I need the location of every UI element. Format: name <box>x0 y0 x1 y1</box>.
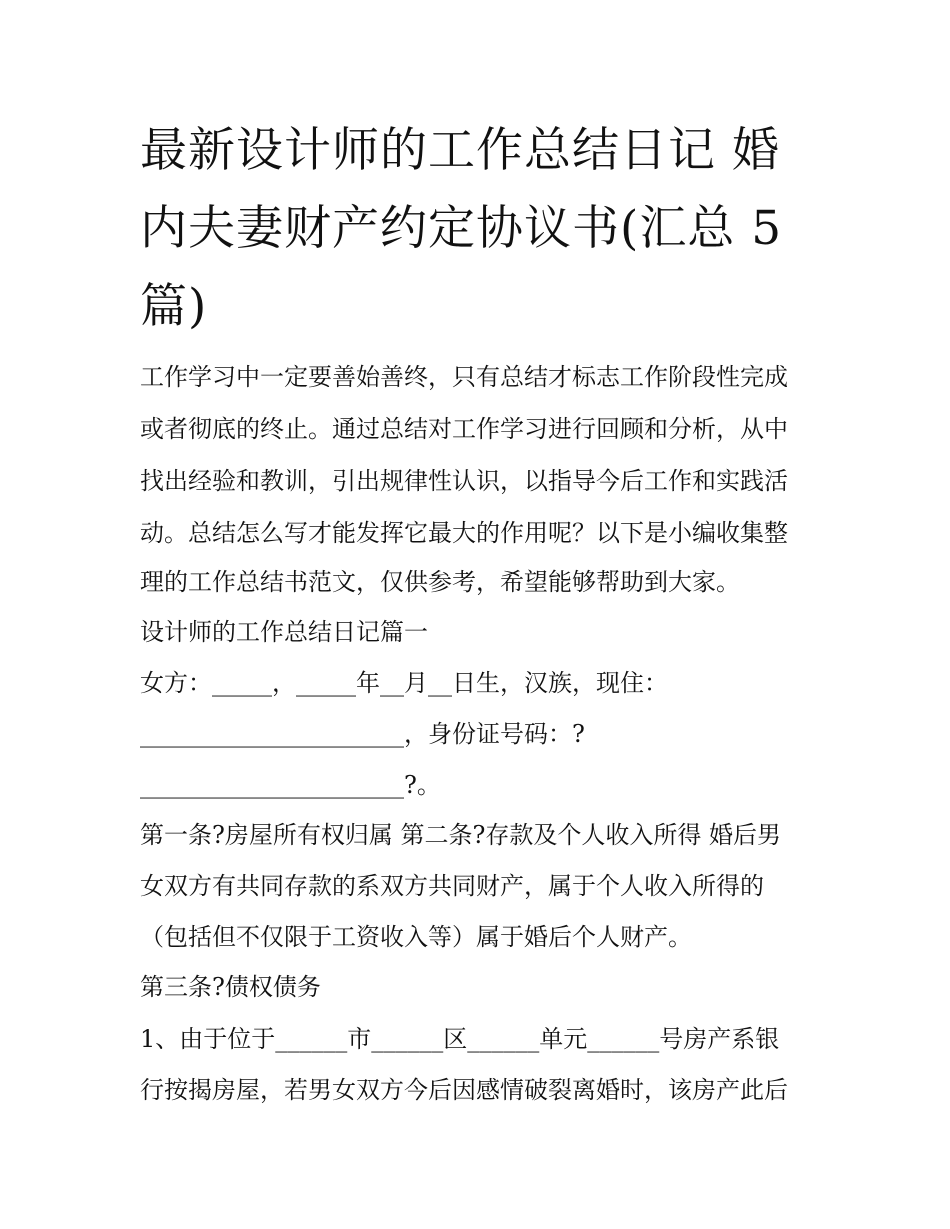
party-info-line: ______________________，身份证号码：? <box>140 720 585 748</box>
section-heading: 设计师的工作总结日记篇一 <box>140 618 428 646</box>
party-info-line: 女方：_____，_____年__月__日生，汉族，现住： <box>140 669 668 697</box>
party-info-line: ______________________?。 <box>140 771 441 799</box>
intro-paragraph-line: 找出经验和教训，引出规律性认识，以指导今后工作和实践活 <box>140 467 788 495</box>
clause-line: 女双方有共同存款的系双方共同财产，属于个人收入所得的 <box>140 872 764 900</box>
intro-paragraph-line: 或者彻底的终止。通过总结对工作学习进行回顾和分析，从中 <box>140 415 788 443</box>
clause-line: 第一条?房屋所有权归属 第二条?存款及个人收入所得 婚后男 <box>140 821 781 849</box>
intro-paragraph-line: 工作学习中一定要善始善终，只有总结才标志工作阶段性完成 <box>140 363 788 391</box>
title-line: 内夫妻财产约定协议书(汇总 5 <box>140 201 783 256</box>
clause-line: （包括但不仅限于工资收入等）属于婚后个人财产。 <box>140 923 692 951</box>
clause-heading: 第三条?债权债务 <box>140 973 321 1001</box>
title-line: 篇) <box>140 279 208 334</box>
clause-line: 行按揭房屋，若男女双方今后因感情破裂离婚时，该房产此后 <box>140 1076 788 1104</box>
title-line: 最新设计师的工作总结日记 婚 <box>140 123 780 178</box>
document-title <box>140 112 820 346</box>
intro-paragraph-line: 理的工作总结书范文，仅供参考，希望能够帮助到大家。 <box>140 568 740 596</box>
intro-paragraph-line: 动。总结怎么写才能发挥它最大的作用呢？以下是小编收集整 <box>140 519 788 547</box>
clause-line: 1、由于位于______市______区______单元______号房产系银 <box>140 1025 780 1053</box>
